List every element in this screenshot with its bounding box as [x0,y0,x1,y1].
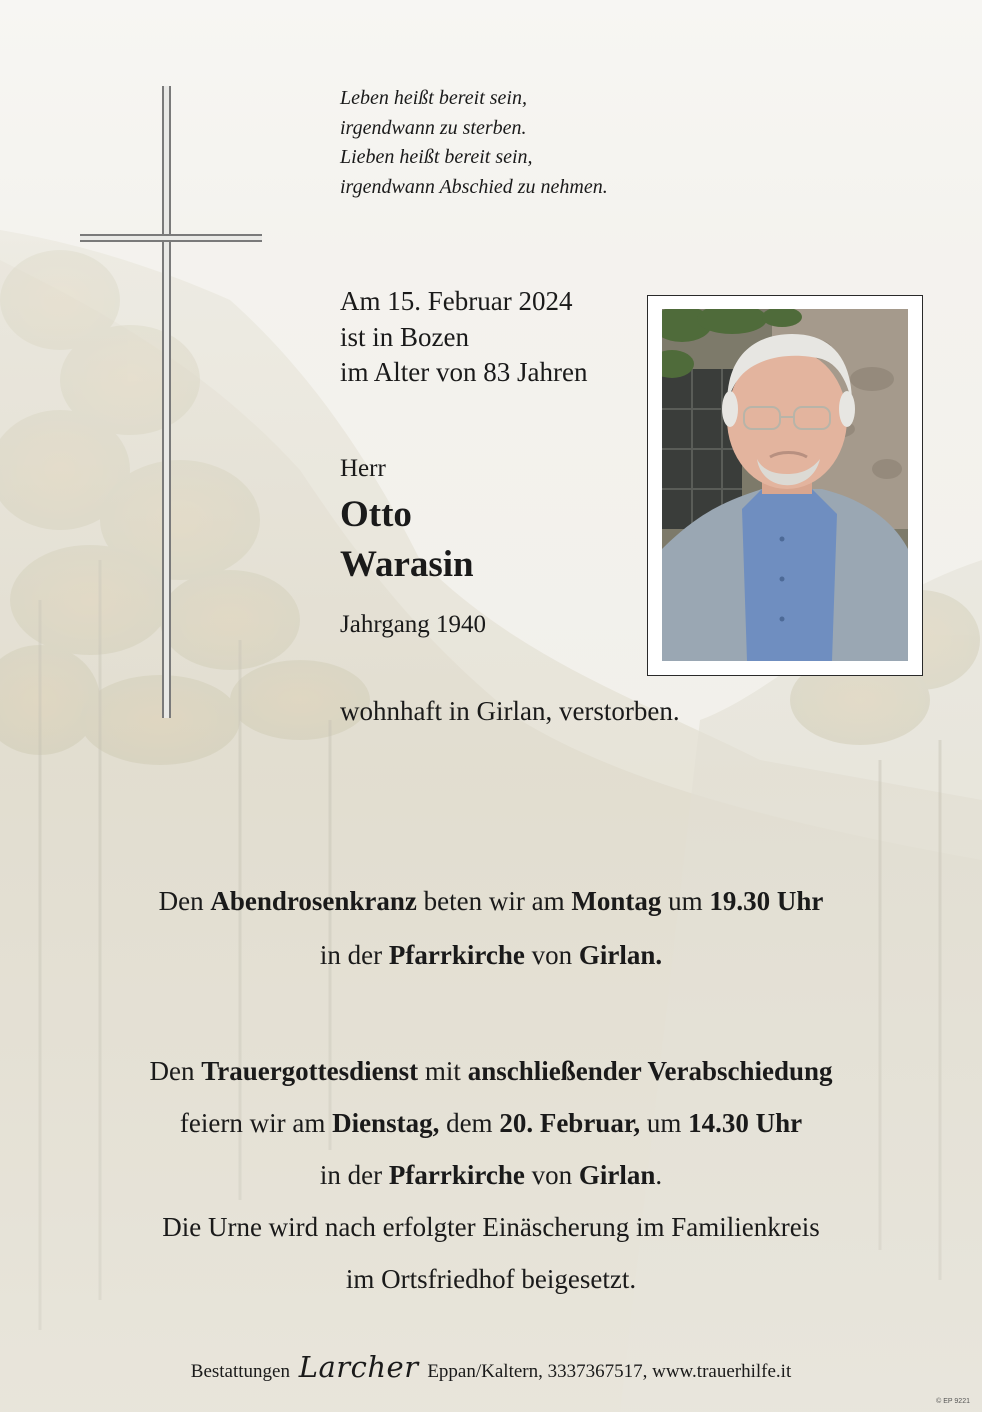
death-info [340,284,587,391]
death-place: ist in Bozen [340,321,469,352]
quote-line: Leben heißt bereit sein, [340,87,527,109]
portrait-photo [662,309,908,661]
print-code: © EP 9221 [936,1398,970,1405]
death-date: Am 15. Februar 2024 [340,286,573,316]
funeral-line-5: im Ortsfriedhof beigesetzt. [345,1264,637,1294]
quote-line: irgendwann zu sterben. [340,116,527,139]
undertaker-footer [0,1350,982,1384]
cross-horizontal [80,234,262,242]
last-name: Warasin [340,544,474,585]
quote-line: irgendwann Abschied zu nehmen. [340,175,608,198]
first-name: Otto [340,494,412,535]
memorial-quote [340,84,608,202]
honorific: Herr [340,455,386,482]
cross-vertical [162,86,171,718]
rosary-announcement [40,874,942,982]
residence: wohnhaft in Girlan, verstorben. [340,696,680,726]
quote-line: Lieben heißt bereit sein, [340,146,533,168]
funeral-line-2: feiern wir am Dienstag, dem 20. Februar, um 14.30 Uhr [179,1108,803,1138]
funeral-line-4: Die Urne wird nach erfolgter Einäscherung im Familienkreis [162,1212,820,1242]
portrait-illustration [662,309,908,661]
deceased-name [340,490,474,590]
footer-contact: Eppan/Kaltern, 3337367517, www.trauerhilfe.it [427,1361,792,1382]
rosary-line-2: in der Pfarrkirche von Girlan. [319,940,663,970]
rosary-line-1: Den Abendrosenkranz beten wir am Montag um 19.30 Uhr [158,886,824,916]
death-age: im Alter von 83 Jahren [340,357,588,387]
birth-year: Jahrgang 1940 [340,611,487,638]
funeral-line-1: Den Trauergottesdienst mit anschließender Verabschiedung [149,1056,833,1086]
funeral-line-3: in der Pfarrkirche von Girlan. [319,1160,663,1190]
funeral-announcement [40,1045,942,1305]
footer-prefix: Bestattungen [190,1361,290,1382]
undertaker-logo: Larcher [298,1350,419,1384]
